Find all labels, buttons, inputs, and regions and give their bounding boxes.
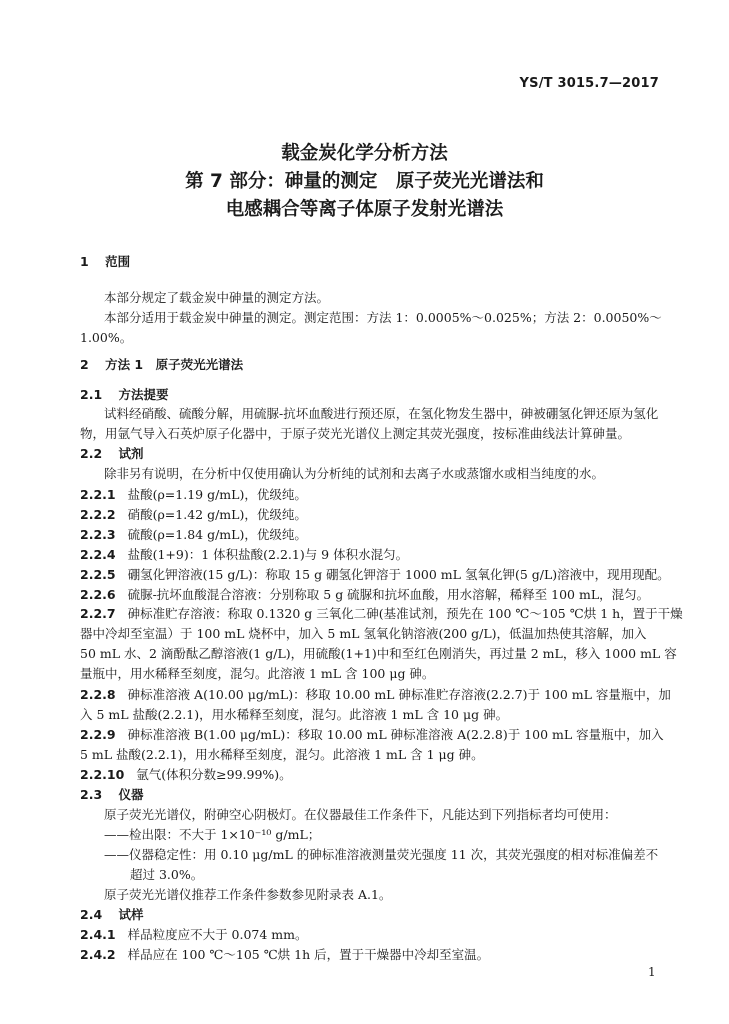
section-2-3-heading (80, 786, 144, 804)
clause-text: 硫酸(ρ=1.84 g/mL)，优级纯。 (127, 527, 307, 542)
section-number: 2.3 (80, 787, 103, 802)
dash-item-continued: 超过 3.0%。 (130, 867, 204, 882)
clause-2-4-1 (80, 926, 308, 944)
section-2-4-heading (80, 906, 144, 924)
clause-text: 砷标准贮存溶液：称取 0.1320 g 三氧化二砷(基准试剂，预先在 100 ℃～105 ℃烘 1 h，置于干燥 (127, 606, 683, 621)
paragraph: 除非另有说明，在分析中仅使用确认为分析纯的试剂和去离子水或蒸馏水或相当纯度的水。 (104, 466, 605, 481)
clause-number: 2.2.7 (80, 606, 116, 621)
section-2-1-heading (80, 386, 169, 404)
clause-text: 砷标准溶液 B(1.00 μg/mL)：移取 10.00 mL 砷标准溶液 A(2.2.8)于 100 mL 容量瓶中，加入 (127, 727, 664, 742)
clause-number: 2.2.1 (80, 487, 116, 502)
clause-2-2-6 (80, 586, 649, 604)
title-line-3: 电感耦合等离子体原子发射光谱法 (225, 199, 504, 220)
clause-2-2-9 (80, 726, 664, 744)
paragraph: 原子荧光光谱仪，附砷空心阴极灯。在仪器最佳工作条件下，凡能达到下列指标者均可使用： (104, 807, 617, 822)
clause-text-continued: 5 mL 盐酸(2.2.1)，用水稀释至刻度，混匀。此溶液 1 mL 含 1 μg 砷。 (80, 747, 484, 762)
section-number: 2.4 (80, 907, 103, 922)
paragraph: 原子荧光光谱仪推荐工作条件参数参见附录表 A.1。 (104, 887, 392, 902)
clause-text: 硫脲-抗坏血酸混合溶液：分别称取 5 g 硫脲和抗坏血酸，用水溶解，稀释至 100 mL，混匀。 (127, 587, 650, 602)
clause-2-4-2 (80, 946, 489, 964)
section-number: 1 (80, 254, 89, 269)
clause-text: 样品应在 100 ℃～105 ℃烘 1h 后，置于干燥器中冷却至室温。 (127, 947, 490, 962)
section-title: 方法 1 原子荧光光谱法 (105, 357, 244, 372)
clause-2-2-4 (80, 546, 408, 564)
clause-number: 2.2.9 (80, 727, 116, 742)
section-title: 范围 (105, 254, 131, 269)
clause-number: 2.4.2 (80, 947, 116, 962)
dash-item: ——检出限：不大于 1×10⁻¹⁰ g/mL； (104, 827, 321, 842)
clause-text: 样品粒度应不大于 0.074 mm。 (127, 927, 308, 942)
clause-number: 2.2.4 (80, 547, 116, 562)
section-title: 试样 (118, 907, 144, 922)
standard-number: YS/T 3015.7—2017 (519, 76, 659, 91)
paragraph: 试料经硝酸、硫酸分解，用硫脲-抗坏血酸进行预还原，在氢化物发生器中，砷被硼氢化钾还原为氢化 (104, 406, 659, 421)
section-2-2-heading (80, 445, 144, 463)
clause-text: 硼氢化钾溶液(15 g/L)：称取 15 g 硼氢化钾溶于 1000 mL 氢氧化钾(5 g/L)溶液中，现用现配。 (127, 567, 670, 582)
section-title: 方法提要 (118, 387, 169, 402)
clause-2-2-7 (80, 605, 683, 623)
clause-text-continued: 器中冷却至室温）于 100 mL 烧杯中，加入 5 mL 氢氧化钠溶液(200 g/L)，低温加热使其溶解，加入 (80, 626, 647, 641)
paragraph: 1.00%。 (80, 330, 133, 345)
clause-number: 2.2.3 (80, 527, 116, 542)
page-number: 1 (648, 965, 656, 979)
section-number: 2.2 (80, 446, 103, 461)
section-title: 试剂 (118, 446, 144, 461)
paragraph: 物，用氩气导入石英炉原子化器中，于原子荧光光谱仪上测定其荧光强度，按标准曲线法计算砷量。 (80, 426, 631, 441)
clause-number: 2.2.5 (80, 567, 116, 582)
clause-2-2-1 (80, 486, 307, 504)
section-number: 2 (80, 357, 89, 372)
clause-number: 2.4.1 (80, 927, 116, 942)
clause-text: 硝酸(ρ=1.42 g/mL)，优级纯。 (127, 507, 307, 522)
clause-text: 氩气(体积分数≥99.99%)。 (136, 767, 292, 782)
section-title: 仪器 (118, 787, 144, 802)
clause-2-2-3 (80, 526, 307, 544)
clause-text-continued: 量瓶中，用水稀释至刻度，混匀。此溶液 1 mL 含 100 μg 砷。 (80, 666, 435, 681)
section-1-heading (80, 253, 130, 271)
paragraph: 本部分适用于载金炭中砷量的测定。测定范围：方法 1：0.0005%～0.025%；方法 2：0.0050%～ (104, 310, 662, 325)
clause-text-continued: 入 5 mL 盐酸(2.2.1)，用水稀释至刻度，混匀。此溶液 1 mL 含 10 μg 砷。 (80, 707, 509, 722)
clause-number: 2.2.6 (80, 587, 116, 602)
title-line-1: 载金炭化学分析方法 (281, 143, 448, 164)
clause-text-continued: 50 mL 水、2 滴酚酞乙醇溶液(1 g/L)，用硫酸(1+1)中和至红色刚消失，再过量 2 mL，移入 1000 mL 容 (80, 646, 677, 661)
dash-item: ——仪器稳定性：用 0.10 μg/mL 的砷标准溶液测量荧光强度 11 次，其荧光强度的相对标准偏差不 (104, 847, 659, 862)
section-2-heading (80, 356, 243, 374)
clause-2-2-5 (80, 566, 670, 584)
clause-text: 盐酸(ρ=1.19 g/mL)，优级纯。 (127, 487, 307, 502)
clause-number: 2.2.10 (80, 767, 125, 782)
clause-number: 2.2.2 (80, 507, 116, 522)
clause-2-2-10 (80, 766, 292, 784)
clause-2-2-2 (80, 506, 307, 524)
section-number: 2.1 (80, 387, 103, 402)
clause-2-2-8 (80, 686, 671, 704)
title-line-2: 第 7 部分：砷量的测定 原子荧光光谱法和 (185, 171, 544, 192)
clause-text: 盐酸(1+9)：1 体积盐酸(2.2.1)与 9 体积水混匀。 (127, 547, 409, 562)
clause-number: 2.2.8 (80, 687, 116, 702)
clause-text: 砷标准溶液 A(10.00 μg/mL)：移取 10.00 mL 砷标准贮存溶液(2.2.7)于 100 mL 容量瓶中，加 (127, 687, 671, 702)
paragraph: 本部分规定了载金炭中砷量的测定方法。 (104, 290, 330, 305)
